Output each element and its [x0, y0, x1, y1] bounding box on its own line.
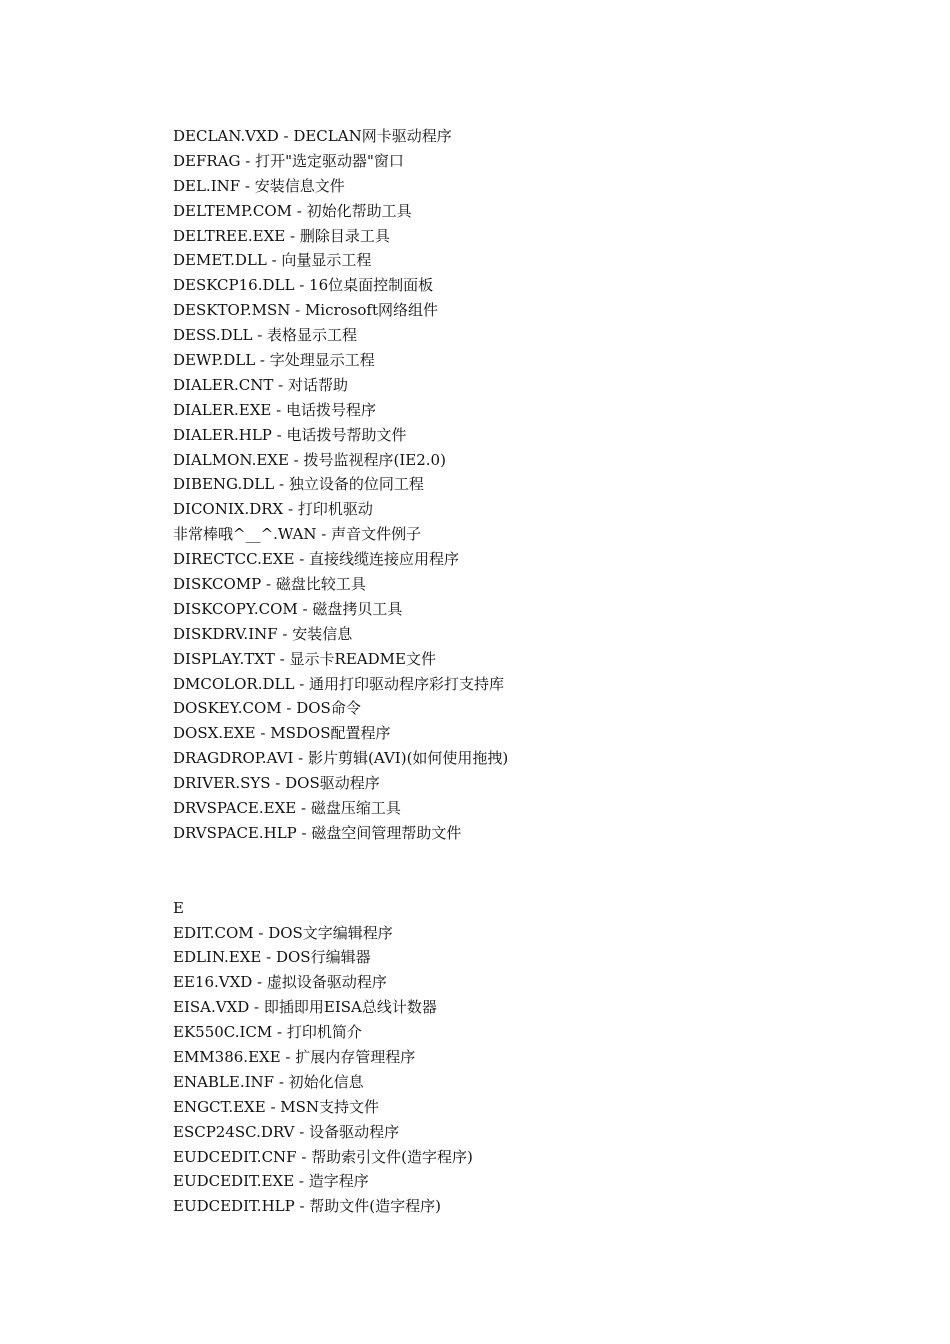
list-item: EE16.VXD - 虚拟设备驱动程序: [173, 973, 387, 992]
list-item: DOSKEY.COM - DOS命令: [173, 699, 361, 718]
list-item: DIALER.CNT - 对话帮助: [173, 375, 348, 394]
list-item: DEMET.DLL - 向量显示工程: [173, 251, 372, 270]
list-item: DECLAN.VXD - DECLAN网卡驱动程序: [173, 127, 452, 145]
spacer: [173, 846, 873, 871]
list-item: DRVSPACE.HLP - 磁盘空间管理帮助文件: [173, 823, 462, 842]
list-item: DELTEMP.COM - 初始化帮助工具: [173, 201, 412, 220]
list-item: DIALER.HLP - 电话拨号帮助文件: [173, 425, 407, 444]
spacer: [173, 871, 873, 896]
list-item: ESCP24SC.DRV - 设备驱动程序: [173, 1122, 400, 1141]
list-item: DIBENG.DLL - 独立设备的位同工程: [173, 475, 424, 494]
list-item: DISKDRV.INF - 安装信息: [173, 624, 353, 643]
list-item: DRIVER.SYS - DOS驱动程序: [173, 774, 380, 793]
list-item: EDLIN.EXE - DOS行编辑器: [173, 948, 371, 967]
list-item: DEL.INF - 安装信息文件: [173, 176, 345, 195]
list-item: DMCOLOR.DLL - 通用打印驱动程序彩打支持库: [173, 674, 505, 693]
list-item: DRVSPACE.EXE - 磁盘压缩工具: [173, 799, 401, 818]
list-item: DISKCOMP - 磁盘比较工具: [173, 575, 366, 594]
section-d-list: [173, 124, 873, 846]
list-item: DEWP.DLL - 字处理显示工程: [173, 351, 375, 370]
list-item: DOSX.EXE - MSDOS配置程序: [173, 724, 391, 743]
list-item: DELTREE.EXE - 删除目录工具: [173, 226, 390, 245]
list-item: EUDCEDIT.EXE - 造字程序: [173, 1172, 369, 1191]
list-item: DICONIX.DRX - 打印机驱动: [173, 500, 373, 519]
list-item: DEFRAG - 打开"选定驱动器"窗口: [173, 151, 404, 170]
list-item: EK550C.ICM - 打印机简介: [173, 1023, 362, 1042]
list-item: DISKCOPY.COM - 磁盘拷贝工具: [173, 599, 403, 618]
list-item: DRAGDROP.AVI - 影片剪辑(AVI)(如何使用拖拽): [173, 749, 509, 768]
list-item: ENABLE.INF - 初始化信息: [173, 1072, 364, 1091]
section-e-list: [173, 921, 873, 1220]
list-item: ENGCT.EXE - MSN支持文件: [173, 1097, 380, 1116]
list-item: EUDCEDIT.HLP - 帮助文件(造字程序): [173, 1197, 442, 1216]
list-item: DIALER.EXE - 电话拨号程序: [173, 400, 376, 419]
section-heading: E: [173, 898, 184, 917]
list-item: DIALMON.EXE - 拨号监视程序(IE2.0): [173, 450, 446, 469]
list-item: DIRECTCC.EXE - 直接线缆连接应用程序: [173, 550, 460, 569]
list-item: DESKTOP.MSN - Microsoft网络组件: [173, 301, 439, 320]
list-item: 非常棒哦^__^.WAN - 声音文件例子: [173, 525, 422, 544]
document-page: [173, 124, 873, 1219]
list-item: EISA.VXD - 即插即用EISA总线计数器: [173, 998, 437, 1017]
list-item: DESS.DLL - 表格显示工程: [173, 326, 358, 345]
list-item: DISPLAY.TXT - 显示卡README文件: [173, 649, 436, 668]
list-item: EUDCEDIT.CNF - 帮助索引文件(造字程序): [173, 1147, 473, 1166]
list-item: EMM386.EXE - 扩展内存管理程序: [173, 1047, 416, 1066]
list-item: EDIT.COM - DOS文字编辑程序: [173, 923, 393, 942]
list-item: DESKCP16.DLL - 16位桌面控制面板: [173, 276, 434, 295]
